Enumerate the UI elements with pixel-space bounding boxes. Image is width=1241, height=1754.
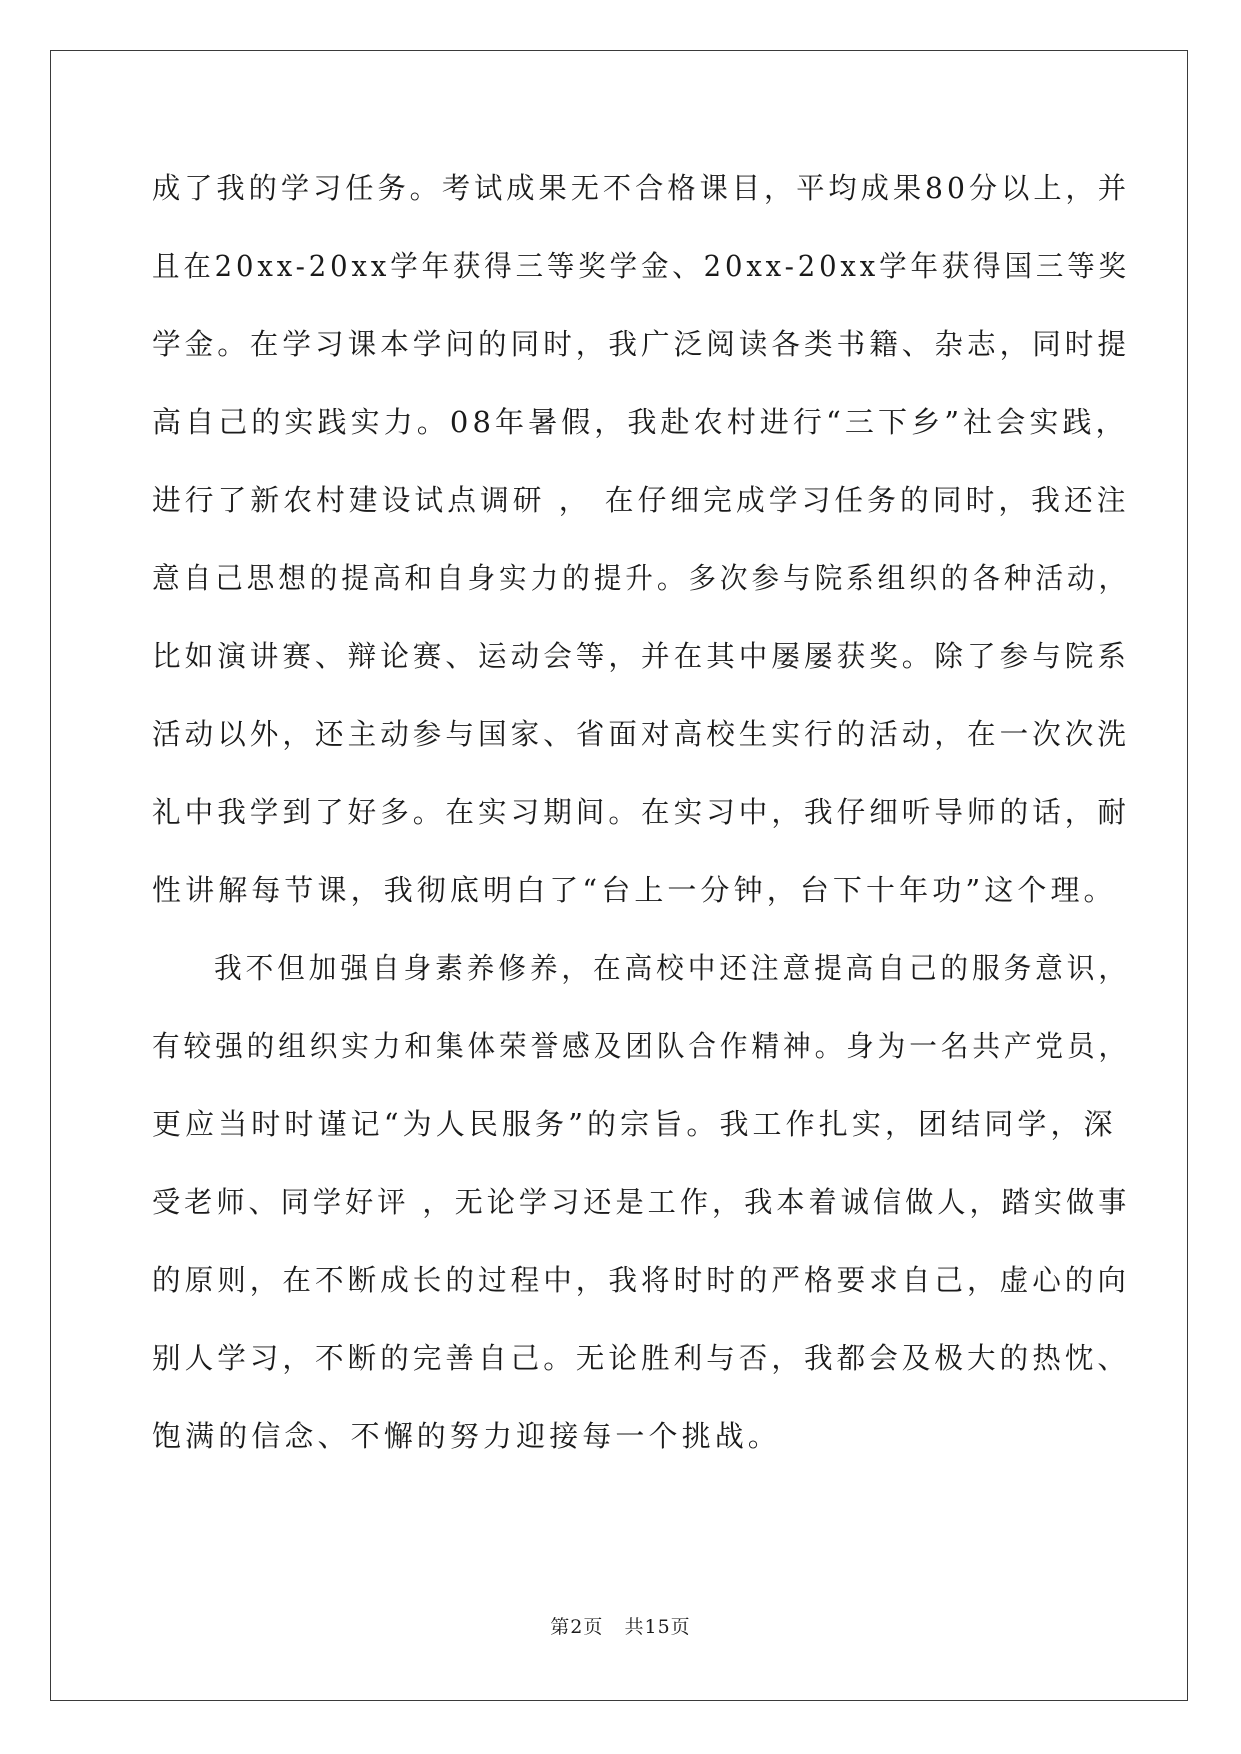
text-line-5: 进行了新农村建设试点调研 ， 在仔细完成学习任务的同时，我还注 (152, 483, 1130, 517)
text-line-10: 性讲解每节课，我彻底明白了“台上一分钟，台下十年功”这个理。 (152, 873, 1117, 907)
text-line-12: 有较强的组织实力和集体荣誉感及团队合作精神。身为一名共产党员， (152, 1029, 1131, 1063)
text-line-14: 受老师、同学好评 ，无论学习还是工作，我本着诚信做人，踏实做事 (152, 1185, 1131, 1219)
page-number-footer: 第2页 共15页 (550, 1616, 691, 1638)
text-line-2: 且在20xx-20xx学年获得三等奖学金、20xx-20xx学年获得国三等奖 (152, 249, 1130, 283)
text-line-13: 更应当时时谨记“为人民服务”的宗旨。我工作扎实，团结同学，深 (152, 1107, 1117, 1141)
text-line-7: 比如演讲赛、辩论赛、运动会等，并在其中屡屡获奖。除了参与院系 (152, 639, 1131, 673)
text-line-8: 活动以外，还主动参与国家、省面对高校生实行的活动，在一次次洗 (152, 717, 1131, 751)
text-line-1: 成了我的学习任务。考试成果无不合格课目，平均成果80分以上，并 (152, 171, 1130, 205)
text-line-4: 高自己的实践实力。08年暑假，我赴农村进行“三下乡”社会实践， (152, 405, 1129, 439)
text-line-6: 意自己思想的提高和自身实力的提升。多次参与院系组织的各种活动， (152, 561, 1131, 595)
text-line-11: 我不但加强自身素养修养，在高校中还注意提高自己的服务意识， (214, 951, 1130, 985)
text-line-3: 学金。在学习课本学问的同时，我广泛阅读各类书籍、杂志，同时提 (152, 327, 1131, 361)
text-line-17: 饱满的信念、不懈的努力迎接每一个挑战。 (152, 1419, 781, 1453)
text-line-9: 礼中我学到了好多。在实习期间。在实习中，我仔细听导师的话，耐 (152, 795, 1131, 829)
text-line-16: 别人学习，不断的完善自己。无论胜利与否，我都会及极大的热忱、 (152, 1341, 1131, 1375)
text-line-15: 的原则，在不断成长的过程中，我将时时的严格要求自己，虚心的向 (152, 1263, 1131, 1297)
